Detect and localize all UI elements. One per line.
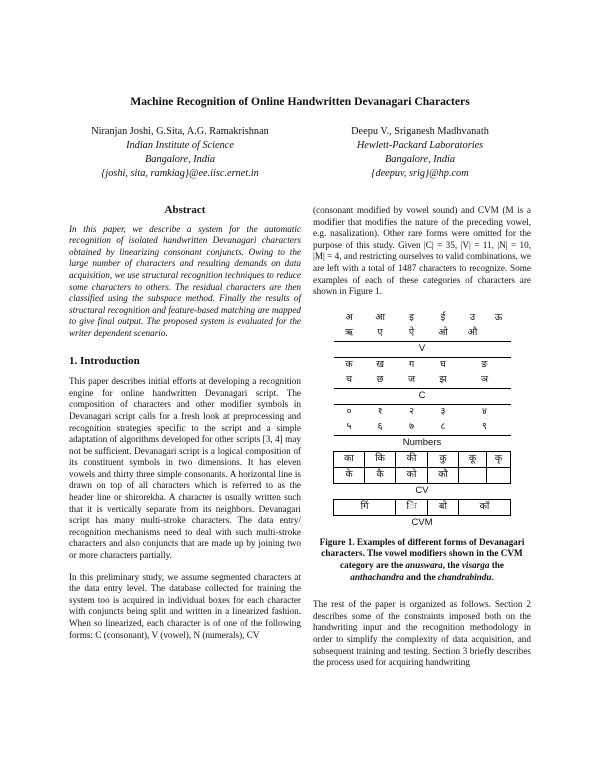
char-cell: को bbox=[396, 467, 428, 483]
char-cell: उ bbox=[469, 312, 476, 324]
char-cell: कि bbox=[365, 451, 396, 467]
char-cell: ० bbox=[334, 404, 365, 420]
category-label-row bbox=[334, 483, 511, 499]
intro-paragraph-1: This paper describes initial efforts at developing a recognition engine for online handwritten Devanagari script. The composition of characters and other modifier symbols in Devanagari script calls for a fresh look at preprocessing and recognition strategies specific to the script and a simple adaptation of algorithms developed for other scripts [3, 4] may not be sufficient. Devanagari script is a logical composition of its constituent symbols in two dimensions. It has eleven vowels and thirty three simple consonants. A horizontal line is drawn on top of all characters which is referred to as the header line or shirorekha. A character is usually written such that it is vertically separate from its neighbors. Devanagari script has many multi-stroke characters. The data entry/ recognition mechanisms need to deal with such multi-stroke characters and also conjuncts that are made up by joining two or more characters partially. bbox=[69, 376, 301, 561]
char-cell: ञ bbox=[480, 374, 489, 386]
char-cell: ३ bbox=[427, 404, 458, 420]
char-cell: ५ bbox=[346, 421, 352, 433]
char-cell: च bbox=[346, 374, 353, 386]
char-cell: औ bbox=[467, 327, 478, 339]
author-email: {deepuv, srig}@hp.com bbox=[371, 168, 469, 179]
category-label-numbers: Numbers bbox=[334, 435, 511, 451]
caption-text: the bbox=[489, 559, 504, 570]
char-cell: िः bbox=[396, 499, 428, 515]
caption-term-chandrabindu: chandrabindu bbox=[437, 571, 492, 582]
right-column bbox=[313, 205, 531, 679]
char-cell: कृ bbox=[487, 451, 511, 467]
char-cell: ६ bbox=[377, 421, 383, 433]
left-column bbox=[69, 205, 301, 651]
author-affiliation: Indian Institute of Science bbox=[126, 140, 234, 151]
caption-text: , the bbox=[442, 559, 462, 570]
char-cell: ४ bbox=[459, 404, 511, 420]
char-cell: ऊ bbox=[494, 312, 503, 324]
category-label-row bbox=[334, 341, 511, 357]
paper-title: Machine Recognition of Online Handwritten Devanagari Characters bbox=[130, 95, 470, 108]
cvm-row bbox=[334, 499, 511, 515]
caption-term-visarga: visarga bbox=[461, 559, 490, 570]
char-cell: अ bbox=[345, 312, 353, 324]
category-label-c: C bbox=[334, 388, 511, 404]
char-cell: ऋ bbox=[344, 327, 354, 339]
char-cell: गिं bbox=[334, 499, 396, 515]
consonant-row bbox=[334, 373, 511, 389]
char-cell: कु bbox=[427, 451, 458, 467]
char-cell: ए bbox=[377, 327, 383, 339]
char-cell: की bbox=[396, 451, 428, 467]
caption-text: Figure 1. Examples of different forms of Devanagari characters. The vowel modifiers shown in the CVM category are the bbox=[319, 536, 525, 570]
char-cell: कू bbox=[459, 451, 487, 467]
char-cell: ओ bbox=[438, 327, 448, 339]
author-block-right bbox=[300, 125, 540, 181]
char-cell bbox=[459, 467, 487, 483]
category-label-cv: CV bbox=[415, 485, 429, 497]
vowel-row bbox=[334, 326, 511, 342]
figure-1 bbox=[333, 311, 511, 531]
author-names: Deepu V., Sriganesh Madhvanath bbox=[351, 126, 489, 137]
char-cell: बो bbox=[427, 499, 458, 515]
char-cell: ८ bbox=[440, 421, 446, 433]
cv-row bbox=[334, 451, 511, 467]
char-cell: २ bbox=[396, 404, 428, 420]
character-table bbox=[333, 311, 511, 531]
intro-paragraph-2: In this preliminary study, we assume segmented characters at the data entry level. The database collected for training the system too is acquired in individual boxes for each character with conjuncts being split and written in a linearized fashion. When so linearized, each character is of one of the following forms: C (consonant), V (vowel), N (numerals), CV bbox=[69, 571, 301, 640]
char-cell: ९ bbox=[482, 421, 487, 433]
char-cell bbox=[487, 326, 511, 342]
right-paragraph-2: The rest of the paper is organized as follows. Section 2 describes some of the constraints imposed both on the handwriting input and the recognition methodology in order to simplify the complexity of data acquisition, and subsequent training and testing. Section 3 briefly describes the process used for acquiring handwriting bbox=[313, 599, 531, 668]
char-cell: का bbox=[334, 451, 365, 467]
char-cell: आ bbox=[375, 312, 385, 324]
caption-term-anthachandra: anthachandra bbox=[350, 571, 404, 582]
cv-row bbox=[334, 467, 511, 483]
author-email: {joshi, sita, ramkiag}@ee.iisc.ernet.in bbox=[101, 168, 259, 179]
char-cell: ग bbox=[396, 357, 428, 373]
char-cell: घ bbox=[427, 357, 458, 373]
category-label-cvm: CVM bbox=[334, 515, 511, 531]
caption-text: . bbox=[491, 571, 494, 582]
figure-caption bbox=[313, 537, 531, 583]
numeral-row bbox=[334, 404, 511, 420]
caption-text: and the bbox=[403, 571, 438, 582]
abstract-text: In this paper, we describe a system for the automatic recognition of isolated handwritten Devanagari characters obtained by linearizing consonant conjuncts. Owing to the large number of characters and resulting demands on data acquisition, we use structural recognition techniques to reduce some characters to others. The residual characters are then classified using the subspace method. Finally the results of structural recognition and feature-based matching are mapped to give final output. The proposed system is evaluated for the writer dependent scenario. bbox=[69, 223, 301, 338]
right-paragraph-1: (consonant modified by vowel sound) and CVM (M is a modifier that modifies the nature of the preceding vowel, e.g. nasalization). Other rare forms were omitted for the purpose of this study. Given |C| = 35, |V| = 11, |N| = 10, |M| = 4, and restricting ourselves to valid combinations, we are left with a total of 1487 characters to recognize. Some examples of each of these categories of characters are shown in Figure 1. bbox=[313, 205, 531, 297]
char-cell: ङ bbox=[459, 357, 511, 373]
char-cell: क bbox=[334, 357, 365, 373]
char-cell: ऐ bbox=[408, 327, 415, 339]
char-cell: ७ bbox=[409, 421, 415, 433]
intro-heading: 1. Introduction bbox=[69, 354, 140, 367]
author-block-left bbox=[60, 125, 300, 181]
char-cell: झ bbox=[439, 374, 447, 386]
author-location: Bangalore, India bbox=[385, 154, 455, 165]
vowel-row bbox=[334, 311, 511, 326]
char-cell: ई bbox=[440, 312, 446, 324]
char-cell: छ bbox=[376, 374, 384, 386]
author-location: Bangalore, India bbox=[145, 154, 215, 165]
category-label-v: V bbox=[334, 341, 511, 357]
caption-term-anuswara: anuswara bbox=[405, 559, 443, 570]
char-cell: के bbox=[334, 467, 365, 483]
char-cell: १ bbox=[365, 404, 396, 420]
char-cell: ख bbox=[365, 357, 396, 373]
category-label-row bbox=[334, 515, 511, 531]
char-cell: कॉ bbox=[459, 499, 511, 515]
category-label-row bbox=[334, 435, 511, 451]
category-label-row bbox=[334, 388, 511, 404]
author-names: Niranjan Joshi, G.Sita, A.G. Ramakrishnan bbox=[91, 126, 269, 137]
char-cell: इ bbox=[409, 312, 414, 324]
char-cell: कै bbox=[365, 467, 396, 483]
char-cell: ज bbox=[408, 374, 416, 386]
consonant-row bbox=[334, 357, 511, 373]
author-affiliation: Hewlett-Packard Laboratories bbox=[356, 140, 484, 151]
abstract-heading: Abstract bbox=[164, 204, 206, 216]
numeral-row bbox=[334, 420, 511, 436]
char-cell: कौ bbox=[427, 467, 458, 483]
char-cell bbox=[487, 467, 511, 483]
